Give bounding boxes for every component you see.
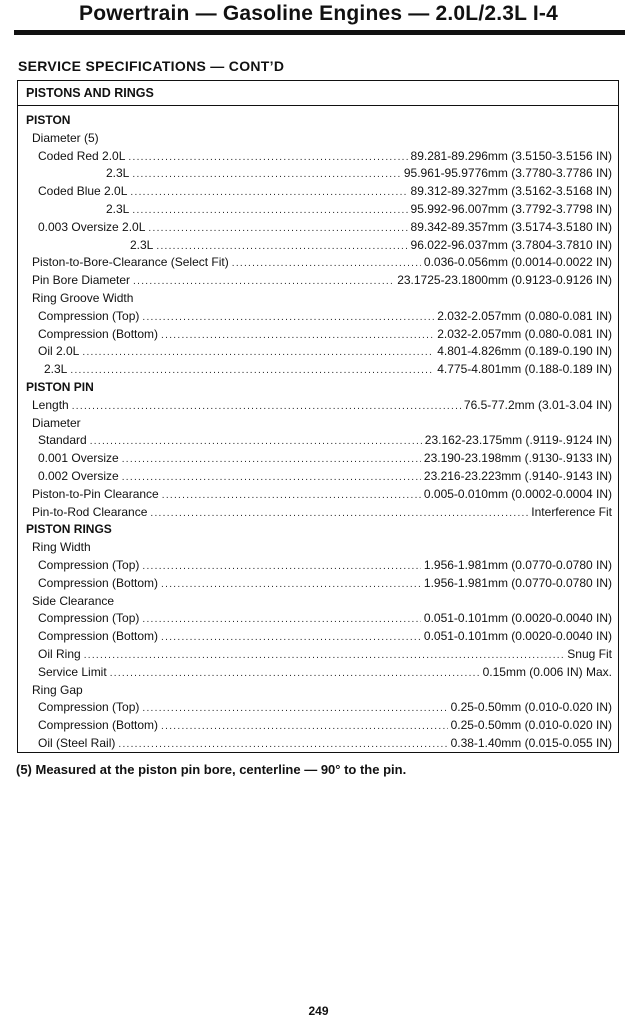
row-value: 95.992-96.007mm (3.7792-3.7798 IN): [410, 201, 612, 216]
row-value: 95.961-95.9776mm (3.7780-3.7786 IN): [403, 166, 612, 181]
row-value: 23.190-23.198mm (.9130-.9133 IN): [423, 451, 612, 466]
row-label: Standard: [38, 433, 87, 448]
row-label: Service Limit: [38, 664, 107, 679]
row-value: 0.051-0.101mm (0.0020-0.0040 IN): [423, 611, 612, 626]
row-label: 0.001 Oversize: [38, 451, 119, 466]
leader-dots: [162, 487, 421, 505]
row-label: Coded Blue 2.0L: [38, 184, 128, 199]
page-title: Powertrain — Gasoline Engines — 2.0L/2.3L I-4: [79, 2, 558, 25]
leader-dots: [142, 558, 421, 576]
row-label: 0.002 Oversize: [38, 468, 119, 483]
table-row: [18, 415, 618, 433]
leader-dots: [161, 718, 448, 736]
row-label: Compression (Bottom): [38, 718, 159, 733]
row-value: 76.5-77.2mm (3.01-3.04 IN): [463, 397, 612, 412]
row-label: Side Clearance: [32, 593, 115, 608]
row-label: Oil Ring: [38, 646, 81, 661]
leader-dots: [122, 451, 421, 469]
row-value: 0.38-1.40mm (0.015-0.055 IN): [450, 735, 612, 750]
leader-dots: [133, 273, 394, 291]
row-label: Compression (Top): [38, 557, 140, 572]
table-row: [18, 432, 618, 450]
leader-dots: [142, 700, 447, 718]
table-row: [18, 165, 618, 183]
table-row: [18, 610, 618, 628]
table-header: PISTONS AND RINGS: [18, 81, 618, 106]
row-value: 0.036-0.056mm (0.0014-0.0022 IN): [423, 255, 612, 270]
row-value: 4.801-4.826mm (0.189-0.190 IN): [437, 344, 612, 359]
row-value: 96.022-96.037mm (3.7804-3.7810 IN): [410, 237, 612, 252]
row-label: Length: [32, 397, 69, 412]
row-label: Compression (Bottom): [38, 629, 159, 644]
row-value: 0.25-0.50mm (0.010-0.020 IN): [450, 700, 612, 715]
row-label: Ring Width: [32, 540, 91, 555]
table-row: [18, 717, 618, 735]
table-row: [18, 450, 618, 468]
table-row: [18, 557, 618, 575]
leader-dots: [128, 149, 407, 167]
row-value: 1.956-1.981mm (0.0770-0.0780 IN): [423, 557, 612, 572]
row-value: 23.1725-23.1800mm (0.9123-0.9126 IN): [397, 273, 612, 288]
leader-dots: [90, 433, 422, 451]
footnote: (5) Measured at the piston pin bore, centerline — 90° to the pin.: [16, 762, 407, 777]
section-subheading: [18, 112, 618, 130]
leader-dots: [132, 202, 407, 220]
row-value: 89.312-89.327mm (3.5162-3.5168 IN): [410, 184, 612, 199]
row-value: 0.25-0.50mm (0.010-0.020 IN): [450, 718, 612, 733]
row-label: Ring Groove Width: [32, 290, 134, 305]
table-row: [18, 290, 618, 308]
row-label: Coded Red 2.0L: [38, 148, 126, 163]
row-label: Piston-to-Bore-Clearance (Select Fit): [32, 255, 229, 270]
row-label: 2.3L: [106, 166, 130, 181]
row-label: 2.3L: [130, 237, 154, 252]
row-label: Compression (Bottom): [38, 326, 159, 341]
row-value: 0.15mm (0.006 IN) Max.: [482, 664, 612, 679]
row-value: 89.342-89.357mm (3.5174-3.5180 IN): [410, 219, 612, 234]
row-value: 2.032-2.057mm (0.080-0.081 IN): [437, 308, 612, 323]
leader-dots: [130, 184, 407, 202]
table-row: [18, 397, 618, 415]
leader-dots: [142, 309, 434, 327]
leader-dots: [161, 576, 421, 594]
row-label: 2.3L: [44, 362, 68, 377]
row-label: PISTON RINGS: [26, 522, 112, 537]
table-row: [18, 361, 618, 379]
table-row: [18, 183, 618, 201]
row-label: Compression (Top): [38, 611, 140, 626]
leader-dots: [82, 344, 434, 362]
row-label: Pin-to-Rod Clearance: [32, 504, 148, 519]
row-value: 23.216-23.223mm (.9140-.9143 IN): [423, 468, 612, 483]
row-value: 23.162-23.175mm (.9119-.9124 IN): [424, 433, 612, 448]
row-value: 1.956-1.981mm (0.0770-0.0780 IN): [423, 575, 612, 590]
row-label: PISTON PIN: [26, 379, 94, 394]
table-row: [18, 308, 618, 326]
leader-dots: [72, 398, 461, 416]
row-label: Pin Bore Diameter: [32, 273, 131, 288]
leader-dots: [132, 166, 401, 184]
table-row: [18, 201, 618, 219]
table-row: [18, 628, 618, 646]
row-value: 0.051-0.101mm (0.0020-0.0040 IN): [423, 629, 612, 644]
leader-dots: [122, 469, 421, 487]
section-subheading: [18, 379, 618, 397]
leader-dots: [156, 238, 407, 256]
row-label: Compression (Top): [38, 308, 140, 323]
leader-dots: [232, 255, 421, 273]
section-heading: SERVICE SPECIFICATIONS — CONT’D: [18, 58, 285, 74]
title-rule: [14, 30, 625, 35]
row-label: Compression (Top): [38, 700, 140, 715]
leader-dots: [161, 327, 434, 345]
table-row: [18, 735, 618, 753]
table-row: [18, 468, 618, 486]
table-row: [18, 219, 618, 237]
row-label: Ring Gap: [32, 682, 83, 697]
table-rows: [18, 106, 618, 753]
leader-dots: [84, 647, 565, 665]
row-label: 0.003 Oversize 2.0L: [38, 219, 146, 234]
table-row: [18, 664, 618, 682]
row-label: Diameter: [32, 415, 81, 430]
leader-dots: [118, 736, 447, 754]
row-value: Snug Fit: [567, 646, 612, 661]
page-number: 249: [308, 1004, 329, 1018]
row-value: 0.005-0.010mm (0.0002-0.0004 IN): [423, 486, 612, 501]
row-value: 2.032-2.057mm (0.080-0.081 IN): [437, 326, 612, 341]
leader-dots: [150, 505, 528, 523]
table-row: [18, 699, 618, 717]
table-row: [18, 326, 618, 344]
row-label: Compression (Bottom): [38, 575, 159, 590]
row-label: Oil (Steel Rail): [38, 735, 116, 750]
table-row: [18, 646, 618, 664]
table-row: [18, 237, 618, 255]
table-row: [18, 148, 618, 166]
leader-dots: [161, 629, 421, 647]
row-label: 2.3L: [106, 201, 130, 216]
row-label: Oil 2.0L: [38, 344, 80, 359]
table-row: [18, 539, 618, 557]
specifications-table: [17, 80, 619, 753]
section-subheading: [18, 521, 618, 539]
row-label: PISTON: [26, 113, 71, 127]
row-value: 89.281-89.296mm (3.5150-3.5156 IN): [410, 148, 612, 163]
table-row: [18, 682, 618, 700]
leader-dots: [110, 665, 480, 683]
row-label: Diameter (5): [32, 130, 99, 145]
leader-dots: [142, 611, 421, 629]
table-row: [18, 575, 618, 593]
leader-dots: [70, 362, 434, 380]
table-row: [18, 593, 618, 611]
table-row: [18, 504, 618, 522]
table-row: [18, 254, 618, 272]
row-value: Interference Fit: [531, 504, 612, 519]
row-value: 4.775-4.801mm (0.188-0.189 IN): [437, 362, 612, 377]
leader-dots: [148, 220, 407, 238]
table-row: [18, 272, 618, 290]
row-label: Piston-to-Pin Clearance: [32, 486, 159, 501]
table-row: [18, 343, 618, 361]
table-row: [18, 486, 618, 504]
table-row: [18, 130, 618, 148]
